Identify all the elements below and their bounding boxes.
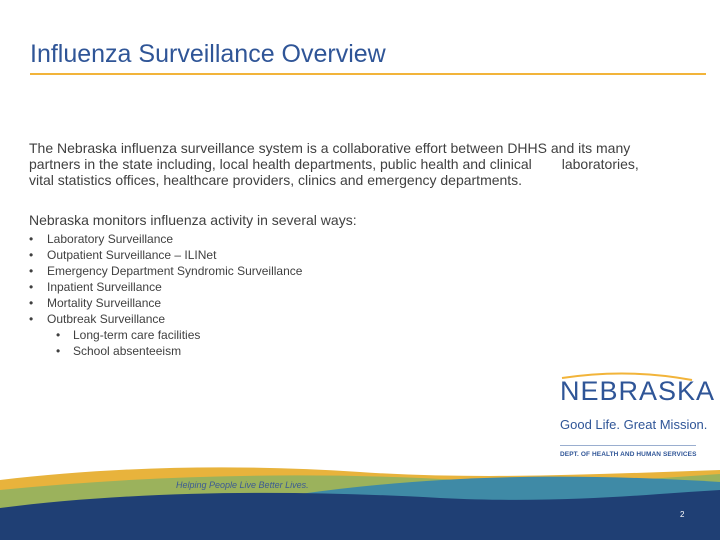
title-underline [30, 73, 706, 75]
page-number: 2 [680, 510, 685, 519]
intro-paragraph [29, 140, 697, 188]
list-item-label: Outpatient Surveillance – ILINet [47, 248, 217, 262]
bullet-icon: • [29, 264, 34, 278]
bullet-icon: • [29, 232, 34, 246]
list-item [29, 295, 302, 311]
intro-line-2-tail: laboratories, [561, 156, 639, 172]
sub-list-item [29, 343, 302, 359]
list-item-label: Mortality Surveillance [47, 296, 162, 310]
bullet-icon: • [29, 280, 34, 294]
sub-list-item-label: School absenteeism [73, 344, 182, 358]
slide-title: Influenza Surveillance Overview [30, 40, 386, 68]
bullet-icon: • [29, 248, 34, 262]
logo-wordmark: NEBRASKA [560, 376, 716, 406]
list-item-label: Laboratory Surveillance [47, 232, 174, 246]
list-item [29, 231, 302, 247]
monitoring-lead: Nebraska monitors influenza activity in several ways: [29, 212, 357, 228]
list-item [29, 279, 302, 295]
bullet-icon: • [29, 296, 34, 310]
sub-list-item [29, 327, 302, 343]
bullet-icon: • [29, 312, 34, 326]
list-item [29, 247, 302, 263]
list-item-label: Emergency Department Syndromic Surveillance [47, 264, 303, 278]
sub-list-item-label: Long-term care facilities [73, 328, 201, 342]
intro-line-2-text: partners in the state including, local health departments, public health and clinical [29, 156, 532, 172]
list-item-label: Inpatient Surveillance [47, 280, 162, 294]
bullet-icon: • [56, 344, 61, 358]
bullet-icon: • [56, 328, 61, 342]
logo-divider [560, 445, 696, 446]
list-item-label: Outbreak Surveillance [47, 312, 166, 326]
nebraska-dhhs-logo [558, 372, 716, 464]
logo-tagline: Good Life. Great Mission. [560, 417, 708, 432]
footer-waves-icon [0, 460, 720, 540]
logo-department: DEPT. OF HEALTH AND HUMAN SERVICES [560, 451, 697, 458]
intro-line-1: The Nebraska influenza surveillance system is a collaborative effort between DHHS and its many [29, 140, 631, 156]
surveillance-list [29, 231, 302, 359]
intro-line-3: vital statistics offices, healthcare providers, clinics and emergency departments. [29, 172, 523, 188]
footer-motto: Helping People Live Better Lives. [176, 480, 309, 490]
intro-line-2 [29, 156, 697, 172]
list-item [29, 311, 302, 327]
list-item [29, 263, 302, 279]
